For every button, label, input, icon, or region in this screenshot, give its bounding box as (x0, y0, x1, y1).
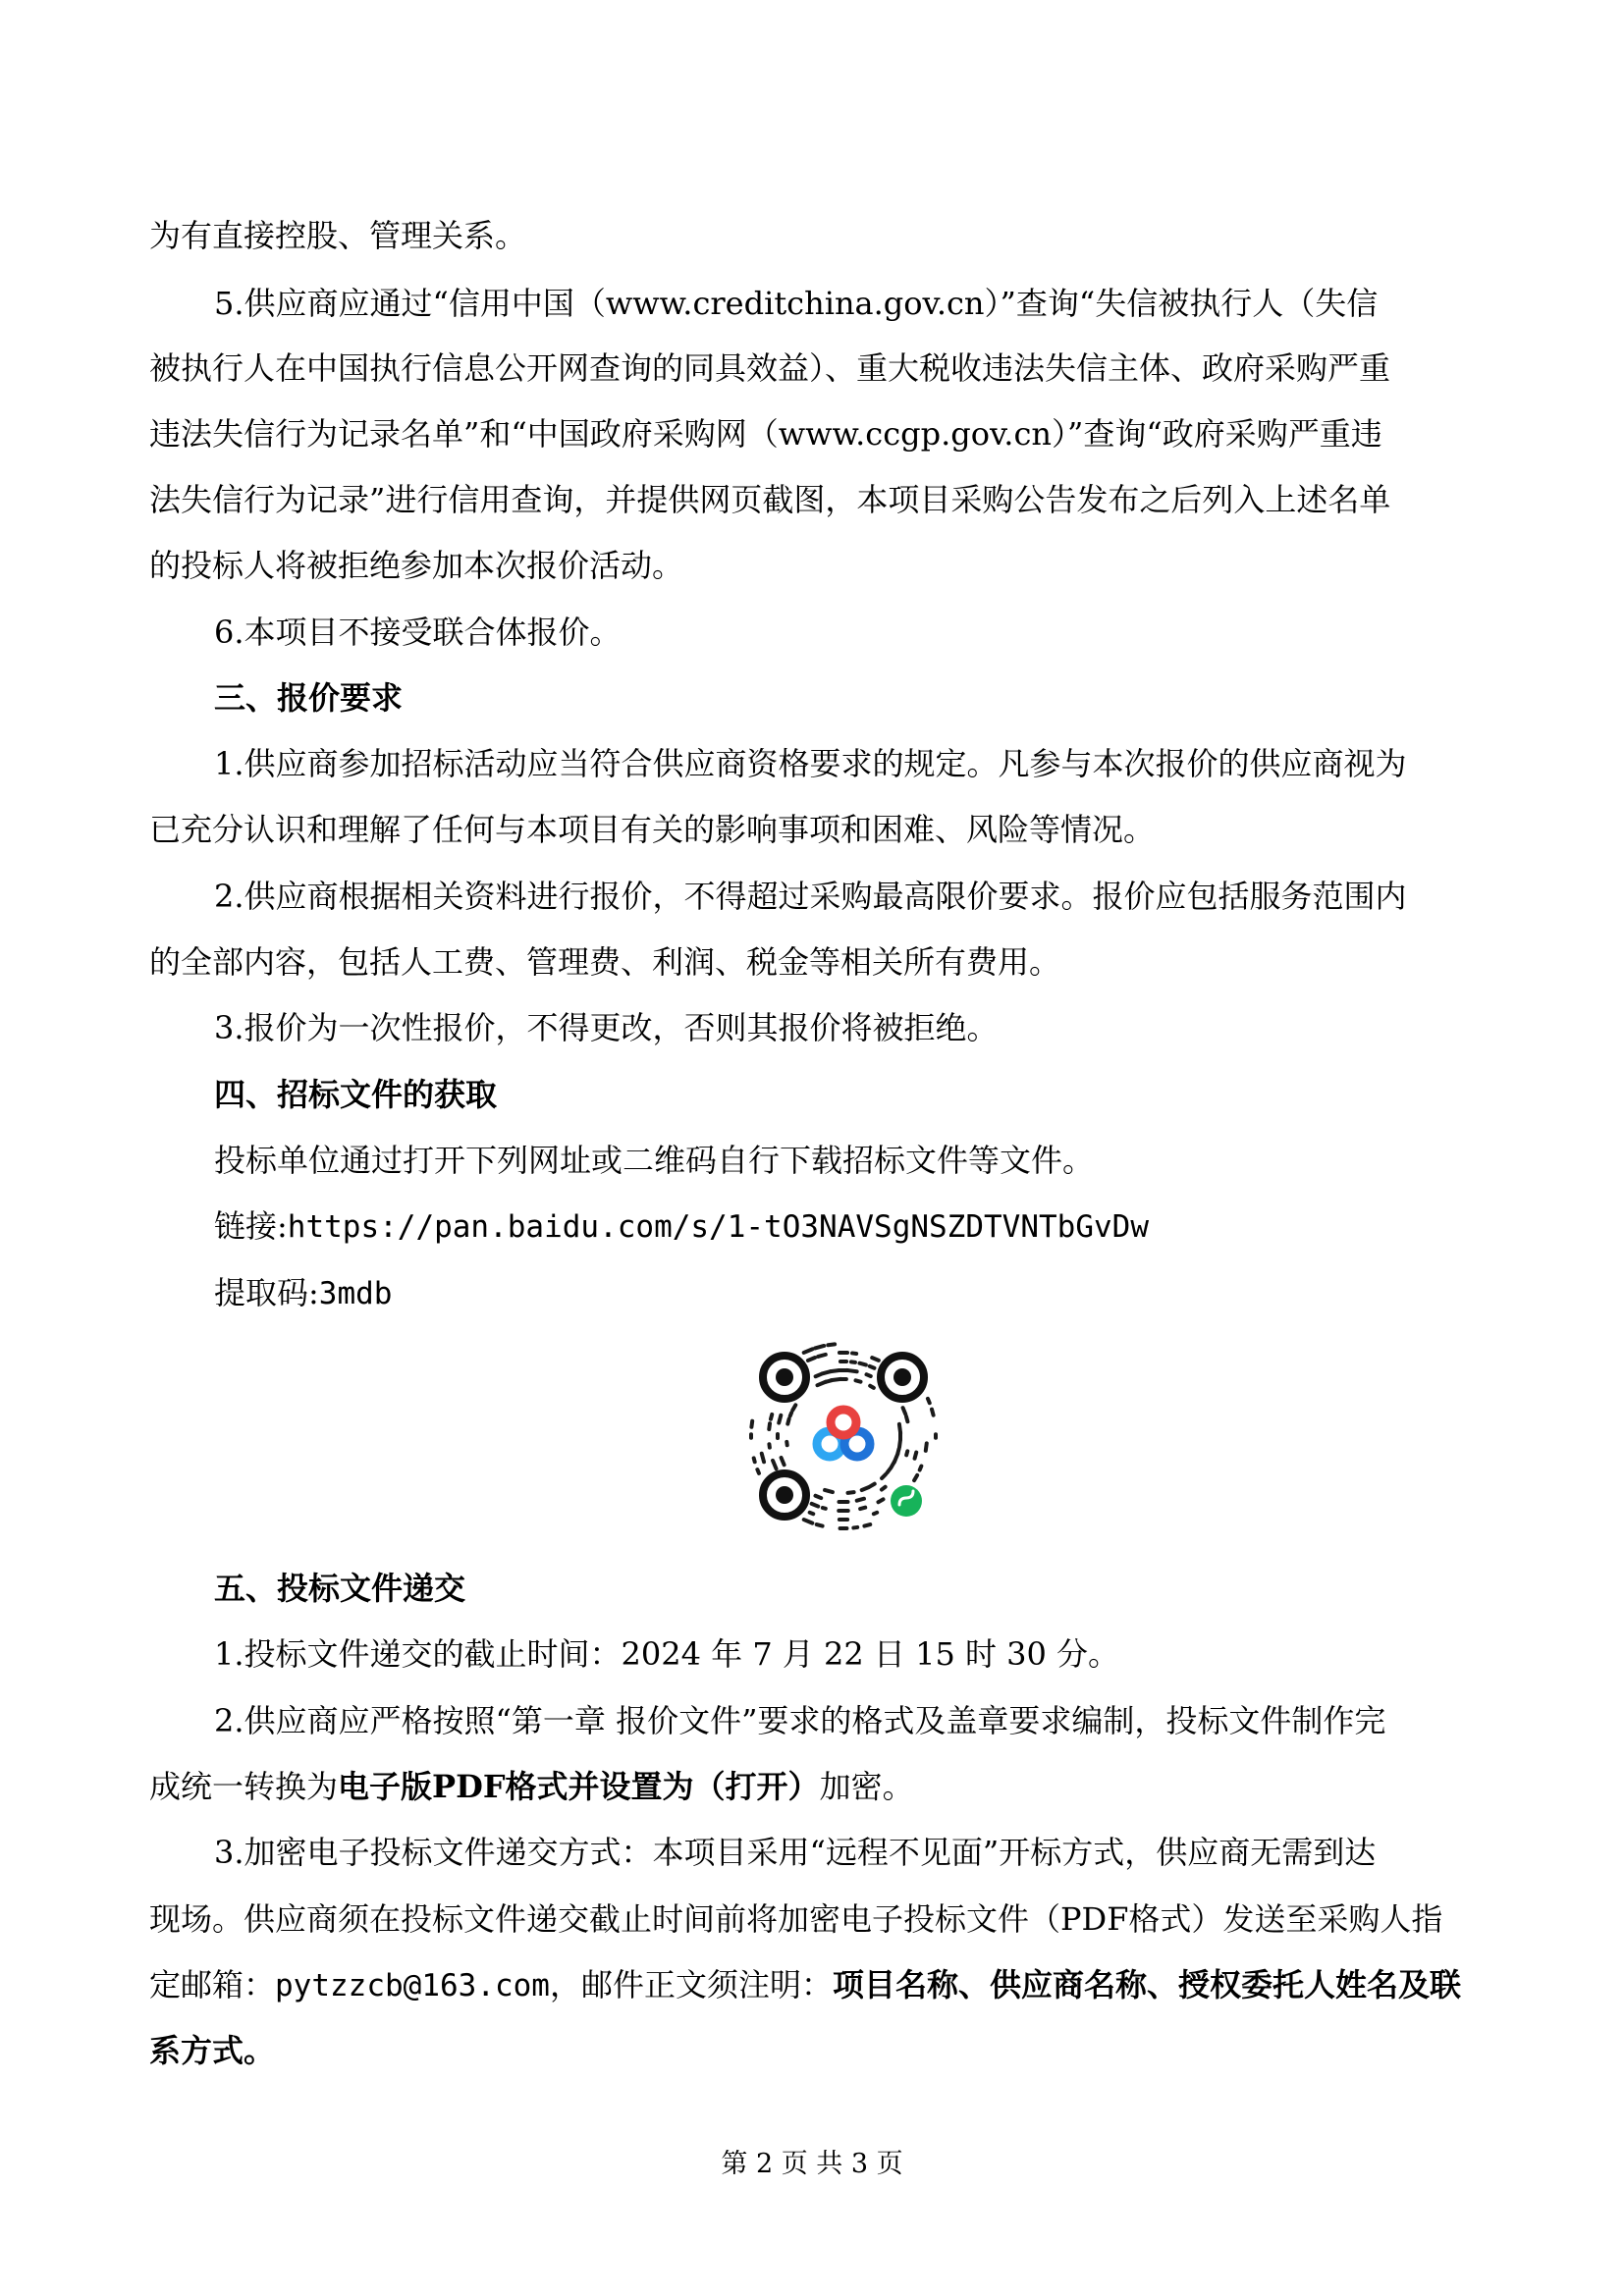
paragraph-line: 法失信行为记录”进行信用查询，并提供网页截图，本项目采购公告发布之后列入上述名单 (149, 481, 1391, 518)
paragraph-line: 3.加密电子投标文件递交方式：本项目采用“远程不见面”开标方式，供应商无需到达 (214, 1834, 1377, 1871)
qr-module (872, 1358, 879, 1361)
bold-text-run: 项目名称、供应商名称、授权委托人姓名及联 (833, 1966, 1462, 2003)
paragraph-line: 投标单位通过打开下列网址或二维码自行下载招标文件等文件。 (214, 1142, 1095, 1179)
qr-module (903, 1408, 906, 1414)
qr-module (810, 1513, 814, 1514)
qr-module (792, 1405, 795, 1410)
qr-module (790, 1413, 791, 1415)
qr-module (859, 1363, 865, 1365)
qr-module (874, 1513, 877, 1514)
qr-module (823, 1508, 826, 1509)
qr-module (914, 1475, 917, 1480)
paragraph-line: 现场。供应商须在投标文件递交截止时间前将加密电子投标文件（PDF格式）发送至采购人指 (149, 1900, 1443, 1938)
extraction-code-line (214, 1273, 1549, 1313)
qr-module (787, 1418, 788, 1423)
qr-module (864, 1524, 870, 1526)
qr-module (825, 1490, 833, 1492)
qr-module (771, 1415, 772, 1419)
baidu-netdisk-qr-code-icon[interactable] (739, 1332, 947, 1540)
qr-module (853, 1527, 857, 1528)
qr-module (870, 1366, 875, 1368)
qr-module (915, 1453, 917, 1459)
qr-module (878, 1499, 883, 1502)
qr-module (852, 1353, 856, 1354)
qr-module (920, 1467, 922, 1470)
paragraph-line: 6.本项目不接受联合体报价。 (214, 614, 622, 651)
qr-module (817, 1524, 823, 1526)
section-heading: 四、招标文件的获取 (214, 1076, 498, 1113)
qr-module (906, 1451, 907, 1455)
qr-module (816, 1374, 821, 1376)
qr-module (847, 1370, 857, 1371)
qr-module (870, 1386, 874, 1388)
qr-module (899, 1440, 900, 1447)
email-link[interactable]: pytzzcb@163.com (275, 1968, 550, 2003)
qr-module (779, 1415, 781, 1423)
qr-module (926, 1443, 927, 1451)
paragraph-line: 的全部内容，包括人工费、管理费、利润、税金等相关所有费用。 (149, 943, 1061, 981)
paragraph-line: 1.投标文件递交的截止时间：2024 年 7 月 22 日 15 时 30 分。 (214, 1635, 1120, 1673)
qr-module (932, 1410, 934, 1415)
qr-module (855, 1380, 860, 1381)
paragraph-line: 5.供应商应通过“信用中国（www.creditchina.gov.cn）”查询“失信被执行人（失信 (214, 285, 1379, 322)
qr-module (808, 1358, 815, 1361)
download-link[interactable]: https://pan.baidu.com/s/1-tO3NAVSgNSZDTVNTbGvDw (287, 1209, 1149, 1245)
qr-module (782, 1458, 785, 1465)
qr-module (751, 1421, 752, 1427)
paragraph-line: 违法失信行为记录名单”和“中国政府采购网（www.ccgp.gov.cn）”查询“政府采购严重违 (149, 415, 1382, 453)
paragraph-line: 2.供应商根据相关资料进行报价，不得超过采购最高限价要求。报价应包括服务范围内 (214, 878, 1407, 915)
mini-program-badge-icon (887, 1481, 926, 1521)
qr-module (928, 1399, 930, 1403)
qr-module (860, 1508, 865, 1509)
qr-module (862, 1487, 869, 1490)
paragraph-line: 被执行人在中国执行信息公开网查询的同具效益）、重大税收违法失信主体、政府采购严重 (149, 349, 1391, 387)
text-run: 成统一转换为 (149, 1768, 339, 1805)
paragraph-line (149, 1965, 1485, 2005)
qr-module (887, 1468, 890, 1472)
qr-module (818, 1355, 826, 1357)
qr-module (906, 1416, 907, 1421)
code-label: 提取码: (214, 1274, 319, 1311)
qr-module (754, 1458, 755, 1462)
link-label: 链接: (214, 1207, 288, 1245)
paragraph-line: 的投标人将被拒绝参加本次报价活动。 (149, 547, 684, 584)
paragraph-line: 3.报价为一次性报价，不得更改，否则其报价将被拒绝。 (214, 1009, 999, 1046)
qr-module (762, 1454, 764, 1463)
page-number-footer: 第 2 页 共 3 页 (721, 2149, 903, 2179)
qr-module (828, 1344, 835, 1345)
section-heading: 三、报价要求 (214, 679, 404, 717)
text-run: 加密。 (819, 1768, 914, 1805)
qr-module (882, 1487, 886, 1490)
qr-module (899, 1424, 900, 1433)
extraction-code: 3mdb (318, 1276, 393, 1311)
download-link-line (214, 1206, 1549, 1247)
paragraph-line (149, 1767, 1485, 1806)
qr-module (757, 1469, 759, 1473)
paragraph-line: 为有直接控股、管理关系。 (149, 217, 527, 254)
section-heading: 五、投标文件递交 (214, 1570, 466, 1607)
text-run: ，邮件正文须注明： (549, 1966, 833, 2003)
qr-module (769, 1423, 770, 1429)
qr-module (815, 1346, 824, 1348)
text-run: 定邮箱： (149, 1966, 276, 2003)
paragraph-line: 已充分认识和理解了任何与本项目有关的影响事项和困难、风险等情况。 (149, 811, 1156, 848)
qr-module (848, 1492, 854, 1493)
paragraph-line: 2.供应商应严格按照“第一章 报价文件”要求的格式及盖章要求编制，投标文件制作完 (214, 1702, 1386, 1739)
qr-module (815, 1496, 821, 1498)
bold-text-run: 电子版PDF格式并设置为（打开） (338, 1768, 820, 1805)
qr-module (867, 1374, 871, 1376)
qr-module (882, 1474, 886, 1478)
paragraph-line: 系方式。 (149, 2032, 276, 2069)
paragraph-line: 1.供应商参加招标活动应当符合供应商资格要求的规定。凡参与本次报价的供应商视为 (214, 745, 1407, 782)
qr-module (857, 1499, 864, 1501)
qr-module (812, 1504, 819, 1507)
